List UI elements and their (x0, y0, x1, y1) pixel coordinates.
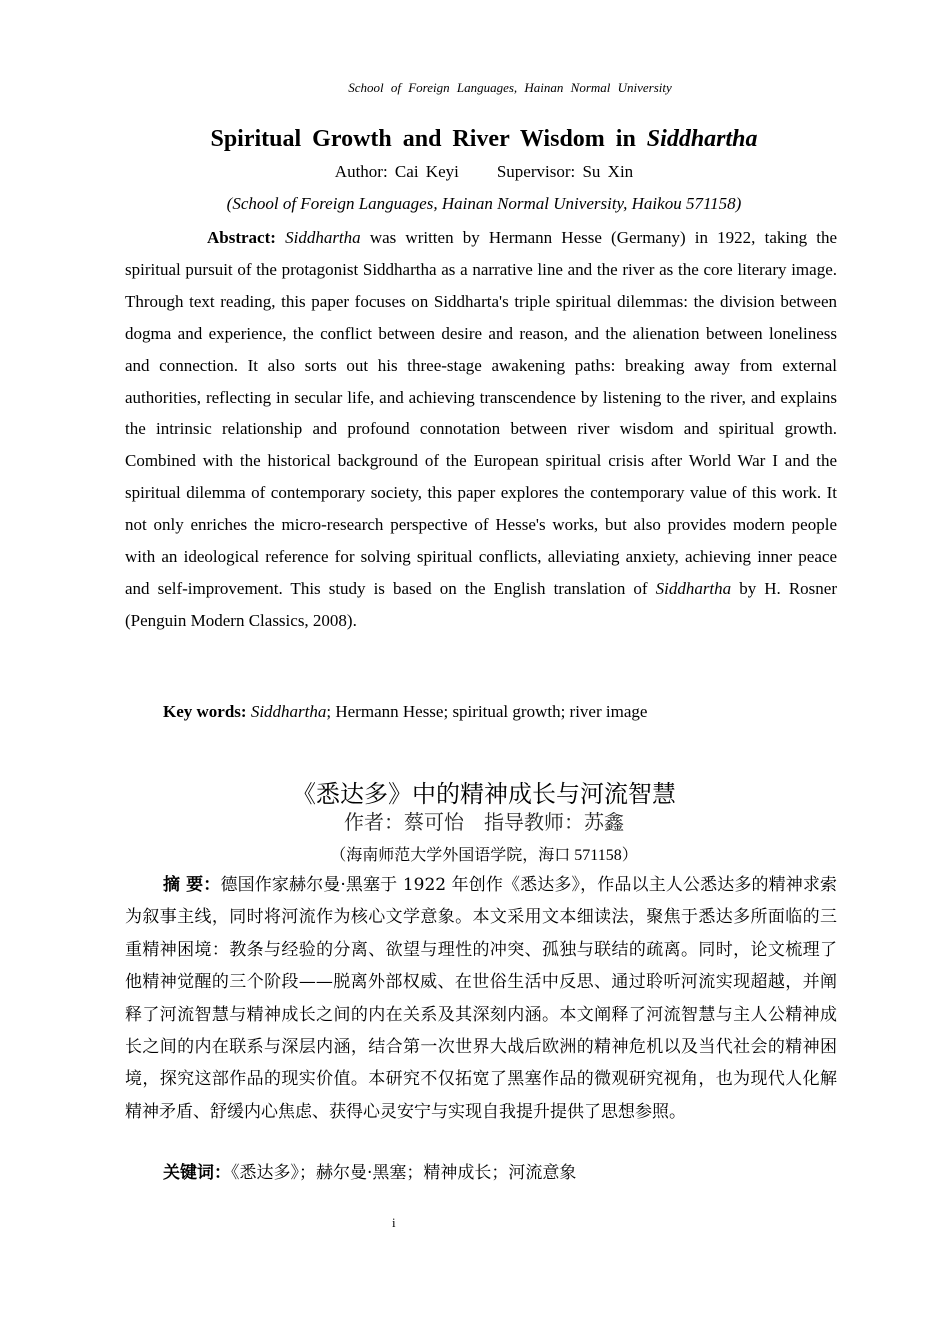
chinese-supervisor: 指导教师：苏鑫 (484, 810, 624, 834)
chinese-keywords-body: 《悉达多》；赫尔曼·黑塞；精神成长；河流意象 (231, 1163, 577, 1183)
chinese-author-line (0, 806, 950, 835)
english-author-line (0, 162, 950, 182)
english-abstract-body: was written by Hermann Hesse (Germany) in 1922, taking the spiritual pursuit of the protagonist Siddhartha as a narrative line and the river as the core literary image. Through text reading, this paper focuses on Siddharta's triple spiritual dilemmas: the division between dogma and experience, the conflict between desire and reason, and the alienation between loneliness and connection. It also sorts out his three-stage awakening paths: breaking away from external authorities, reflecting in secular life, and achieving transcendence by listening to the river, and explains the intrinsic relationship and profound connotation between river wisdom and spiritual growth. Combined with the historical background of the European spiritual crisis after World War I and the spiritual dilemma of contemporary society, this paper explores the contemporary value of this work. It not only enriches the micro-research perspective of Hesse's works, but also provides modern people with an ideological reference for solving spiritual conflicts, alleviating anxiety, achieving inner peace and self-improvement. This study is based on the English translation of (125, 228, 838, 598)
english-abstract-label: Abstract: (207, 228, 276, 247)
chinese-keywords (163, 1159, 576, 1187)
english-supervisor: Supervisor: Su Xin (496, 162, 634, 181)
english-keywords-italic: Siddhartha (250, 702, 327, 721)
english-keywords-label: Key words: (163, 702, 247, 721)
english-abstract-tail: by H. Rosner (Penguin Modern Classics, 2008). (125, 578, 837, 630)
running-header: School of Foreign Languages, Hainan Normal University (348, 80, 672, 95)
english-abstract-italic-start: Siddhartha (285, 228, 361, 247)
english-abstract-italic-end: Siddhartha (655, 578, 732, 598)
chinese-keywords-label: 关键词： (163, 1163, 231, 1183)
english-affiliation: (School of Foreign Languages, Hainan Normal University, Haikou 571158) (226, 194, 742, 213)
chinese-author: 作者：蔡可怡 (344, 810, 464, 834)
chinese-abstract-body: 德国作家赫尔曼·黑塞于 1922 年创作《悉达多》，作品以主人公悉达多的精神求索为叙事主线，同时将河流作为核心文学意象。本文采用文本细读法，聚焦于悉达多所面临的三重精神困境：教条与经验的分离、欲望与理性的冲突、孤独与联结的疏离。同时，论文梳理了他精神觉醒的三个阶段——脱离外部权威、在世俗生活中反思、通过聆听河流实现超越，并阐释了河流智慧与精神成长之间的内在关系及其深刻内涵。本文阐释了河流智慧与主人公精神成长之间的内在联系与深层内涵，结合第一次世界大战后欧洲的精神危机以及当代社会的精神困境，探究这部作品的现实价值。本研究不仅拓宽了黑塞作品的微观研究视角，也为现代人化解精神矛盾、舒缓内心焦虑、获得心灵安宁与实现自我提升提供了思想参照。 (125, 875, 837, 1122)
chinese-title: 《悉达多》中的精神成长与河流智慧 (292, 780, 676, 808)
english-abstract (125, 222, 837, 637)
chinese-affiliation: （海南师范大学外国语学院，海口 571158） (330, 847, 638, 864)
chinese-abstract-label: 摘 要： (163, 875, 221, 895)
english-keywords-rest: ; Hermann Hesse; spiritual growth; river image (326, 702, 648, 721)
english-title-main: Spiritual Growth and River Wisdom in (210, 126, 647, 152)
english-keywords (163, 698, 647, 726)
english-author: Author: Cai Keyi (334, 162, 459, 181)
english-title-italic: Siddhartha (646, 126, 758, 152)
chinese-abstract (125, 869, 837, 1128)
page-number: i (392, 1215, 396, 1230)
english-title (0, 126, 950, 153)
